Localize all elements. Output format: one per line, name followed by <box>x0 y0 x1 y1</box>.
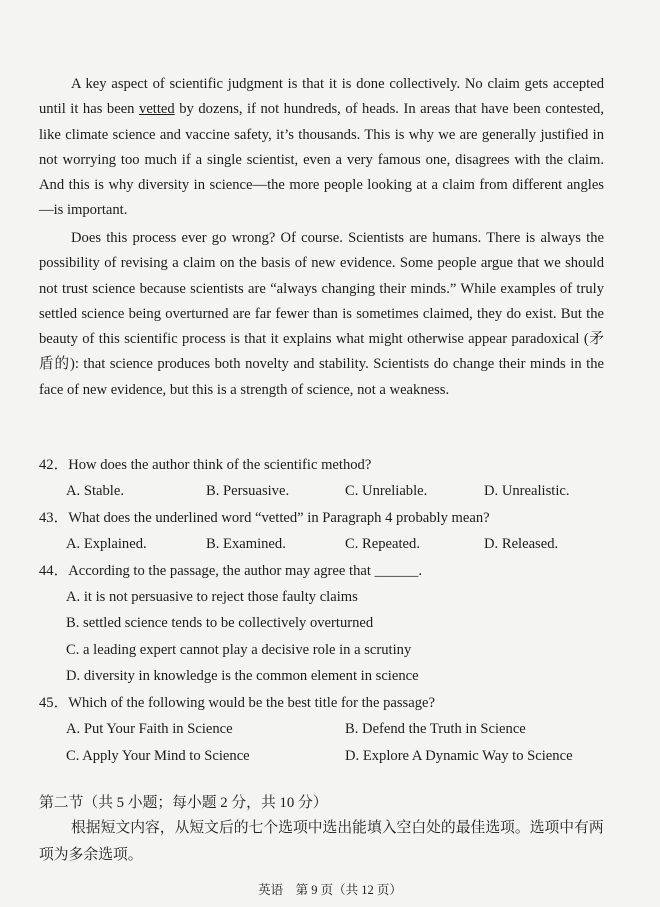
question-44-option-b: B. settled science tends to be collectively overturned <box>66 615 374 631</box>
question-43-option-c: C. Repeated. <box>345 536 420 552</box>
question-45-option-c: C. Apply Your Mind to Science <box>66 748 250 764</box>
question-45-option-b: B. Defend the Truth in Science <box>345 721 526 737</box>
paragraph-4-text-before: A key aspect of scientific judgment is that it is done collectively. No claim gets accepted until it has been <box>39 76 604 118</box>
question-42-option-c: C. Unreliable. <box>345 483 428 499</box>
question-45-option-a: A. Put Your Faith in Science <box>66 721 233 737</box>
question-45-option-d: D. Explore A Dynamic Way to Science <box>345 748 573 764</box>
question-44-option-d: D. diversity in knowledge is the common element in science <box>66 668 419 684</box>
question-42-option-a: A. Stable. <box>66 483 124 499</box>
passage-paragraph-4 <box>39 72 604 224</box>
page-footer: 英语 第 9 页（共 12 页） <box>258 883 402 897</box>
paragraph-4-text-after: by dozens, if not hundreds, of heads. In areas that have been contested, like climate science and vaccine safety, it’s thousands. This is why we are generally justified in not worrying too much if a single scientist, even a very famous one, disagrees with the claim. And this is why diversity in science—the more people looking at a claim from different angles—is important. <box>39 101 605 219</box>
underlined-word-vetted: vetted <box>139 101 175 118</box>
question-45-stem: 45．Which of the following would be the best title for the passage? <box>39 695 435 711</box>
question-44-stem: 44．According to the passage, the author may agree that ______. <box>39 563 422 579</box>
passage-paragraph-5: Does this process ever go wrong? Of course. Scientists are humans. There is always the possibility of revising a claim on the basis of new evidence. Some people argue that we should not trust science because scientists are “always changing their minds.” While examples of truly settled science being overturned are far fewer than is sometimes claimed, they do exist. But the beauty of this scientific process is that it explains what might otherwise appear paradoxical (矛盾的): that science produces both novelty and stability. Scientists do change their minds in the face of new evidence, but this is a strength of science, not a weakness. <box>39 230 604 398</box>
section-2-heading: 第二节（共 5 小题；每小题 2 分，共 10 分） <box>39 795 328 811</box>
question-42-option-b: B. Persuasive. <box>206 483 290 499</box>
question-42-stem: 42．How does the author think of the scientific method? <box>39 457 372 473</box>
question-44-option-a: A. it is not persuasive to reject those faulty claims <box>66 589 358 605</box>
question-43-option-a: A. Explained. <box>66 536 147 552</box>
question-42-option-d: D. Unrealistic. <box>484 483 570 499</box>
question-44-option-c: C. a leading expert cannot play a decisive role in a scrutiny <box>66 642 412 658</box>
question-43-option-d: D. Released. <box>484 536 559 552</box>
question-43-stem: 43．What does the underlined word “vetted” in Paragraph 4 probably mean? <box>39 510 490 526</box>
question-43-option-b: B. Examined. <box>206 536 286 552</box>
section-2-instruction: 根据短文内容，从短文后的七个选项中选出能填入空白处的最佳选项。选项中有两项为多余选项。 <box>39 820 604 863</box>
